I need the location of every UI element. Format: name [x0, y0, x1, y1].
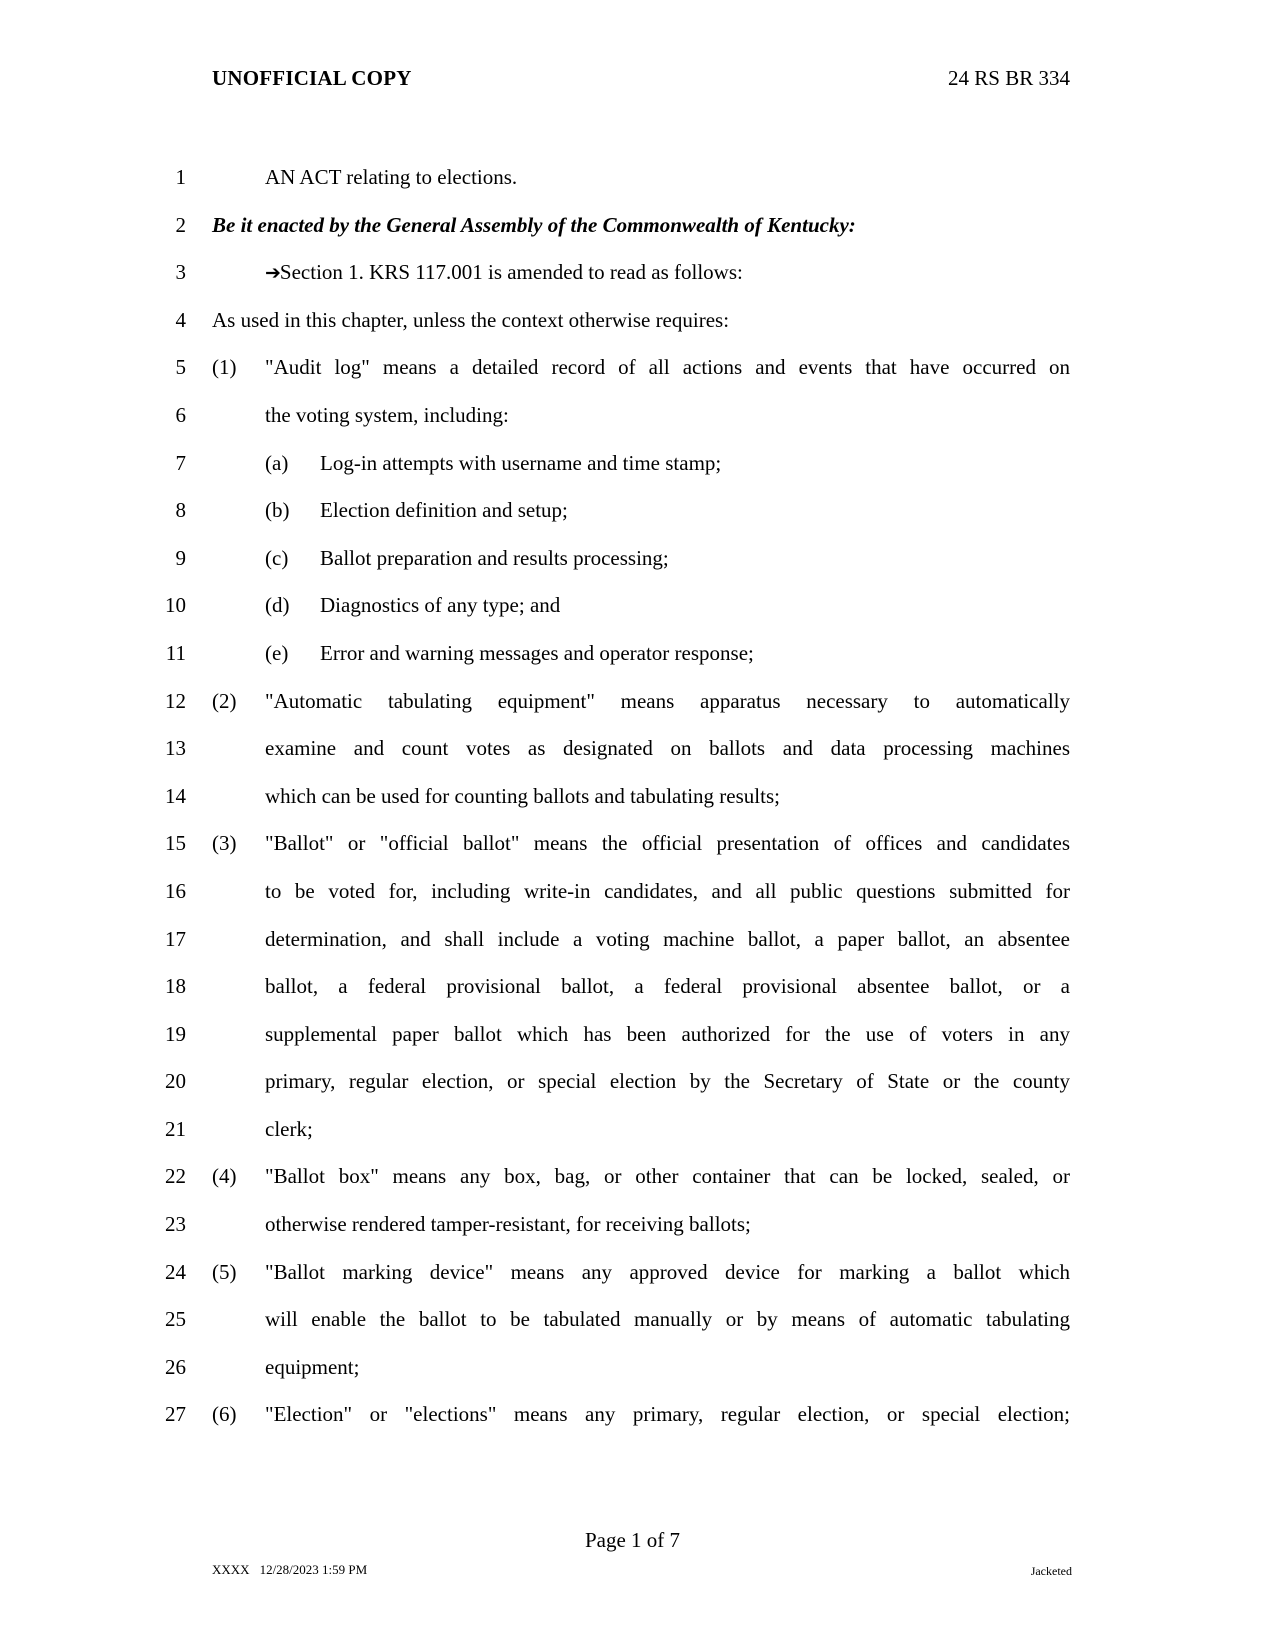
bill-line [0, 1395, 1265, 1443]
line-text: "Election" or "elections" means any primary, regular election, or special election; [265, 1402, 1070, 1427]
bill-line [0, 1205, 1265, 1253]
line-number: 4 [175, 307, 186, 332]
subparagraph-marker: (c) [265, 545, 289, 570]
subparagraph-marker: (a) [265, 450, 289, 475]
line-number: 25 [165, 1307, 186, 1332]
page-footer [0, 1508, 1265, 1638]
line-number: 26 [165, 1354, 186, 1379]
line-number: 3 [175, 260, 186, 285]
footer-stamp [212, 1562, 367, 1578]
line-number: 14 [165, 783, 186, 808]
line-text: "Audit log" means a detailed record of all actions and events that have occurred on [265, 355, 1070, 380]
line-text: "Ballot box" means any box, bag, or other container that can be locked, sealed, or [265, 1164, 1070, 1189]
line-number: 7 [175, 450, 186, 475]
line-number: 8 [175, 498, 186, 523]
line-number: 16 [165, 878, 186, 903]
line-text: "Automatic tabulating equipment" means apparatus necessary to automatically [265, 688, 1070, 713]
line-text: "Ballot" or "official ballot" means the official presentation of offices and candidates [265, 831, 1070, 856]
line-text: supplemental paper ballot which has been authorized for the use of voters in any [265, 1021, 1070, 1046]
line-number: 17 [165, 926, 186, 951]
bill-line [0, 444, 1265, 492]
bill-line [0, 1110, 1265, 1158]
line-number: 11 [165, 640, 186, 665]
line-number: 9 [175, 545, 186, 570]
line-text: Log-in attempts with username and time stamp; [320, 450, 722, 475]
line-number: 27 [165, 1402, 186, 1427]
line-text: will enable the ballot to be tabulated manually or by means of automatic tabulating [265, 1307, 1070, 1332]
paragraph-marker: (4) [212, 1164, 237, 1189]
bill-line [0, 348, 1265, 396]
bill-line [0, 920, 1265, 968]
footer-stamp-id: XXXX [212, 1562, 250, 1577]
subparagraph-marker: (e) [265, 640, 289, 665]
footer-timestamp: 12/28/2023 1:59 PM [259, 1562, 368, 1577]
line-number: 10 [165, 593, 186, 618]
line-number: 13 [165, 736, 186, 761]
line-text: examine and count votes as designated on ballots and data processing machines [265, 736, 1070, 761]
line-number: 23 [165, 1212, 186, 1237]
line-number: 15 [165, 831, 186, 856]
bill-line [0, 158, 1265, 206]
line-text: Be it enacted by the General Assembly of the Commonwealth of Kentucky: [212, 212, 856, 237]
line-number: 1 [175, 165, 186, 189]
line-text: As used in this chapter, unless the context otherwise requires: [212, 307, 730, 332]
bill-line [0, 539, 1265, 587]
line-text: the voting system, including: [265, 402, 509, 427]
paragraph-marker: (3) [212, 831, 237, 856]
line-number: 6 [175, 402, 186, 427]
line-text: Election definition and setup; [320, 498, 568, 523]
bill-line [0, 729, 1265, 777]
bill-line [0, 586, 1265, 634]
bill-line [0, 1348, 1265, 1396]
subparagraph-marker: (d) [265, 593, 290, 618]
section-arrow-icon: ➔ [265, 262, 280, 285]
line-number: 5 [175, 355, 186, 380]
line-text: AN ACT relating to elections. [265, 165, 518, 189]
line-number: 24 [165, 1259, 186, 1284]
bill-line [0, 682, 1265, 730]
bill-line [0, 967, 1265, 1015]
header-unofficial-copy-label: UNOFFICIAL COPY [212, 66, 412, 90]
bill-line [0, 777, 1265, 825]
bill-line [0, 491, 1265, 539]
line-number: 19 [165, 1021, 186, 1046]
line-text-span: Section 1. KRS 117.001 is amended to read as follows: [279, 260, 743, 285]
line-text: determination, and shall include a voting machine ballot, a paper ballot, an absentee [265, 926, 1070, 951]
subparagraph-marker: (b) [265, 498, 290, 523]
bill-line [0, 253, 1265, 301]
bill-line [0, 1253, 1265, 1301]
bill-line [0, 634, 1265, 682]
line-text: to be voted for, including write-in candidates, and all public questions submitted for [265, 878, 1070, 903]
line-number: 20 [165, 1069, 186, 1094]
footer-status-label: Jacketed [1030, 1564, 1072, 1578]
bill-line [0, 396, 1265, 444]
line-text: Diagnostics of any type; and [320, 593, 561, 618]
line-number: 18 [165, 974, 186, 999]
bill-line [0, 872, 1265, 920]
paragraph-marker: (5) [212, 1259, 237, 1284]
footer-page-number: Page 1 of 7 [584, 1528, 681, 1552]
line-text: equipment; [265, 1354, 360, 1379]
paragraph-marker: (1) [212, 355, 237, 380]
line-number: 12 [165, 688, 186, 713]
line-text: Error and warning messages and operator response; [320, 640, 754, 665]
bill-text-body [0, 158, 1265, 1443]
bill-line [0, 1015, 1265, 1063]
line-number: 22 [165, 1164, 186, 1189]
bill-line [0, 1300, 1265, 1348]
line-number: 2 [175, 212, 186, 237]
line-text: which can be used for counting ballots and tabulating results; [265, 783, 780, 808]
line-text: otherwise rendered tamper-resistant, for receiving ballots; [265, 1212, 751, 1237]
bill-line [0, 1062, 1265, 1110]
line-text [212, 257, 1123, 288]
line-text: ballot, a federal provisional ballot, a federal provisional absentee ballot, or a [265, 974, 1070, 999]
paragraph-marker: (6) [212, 1402, 237, 1427]
line-number: 21 [165, 1116, 186, 1141]
line-text: "Ballot marking device" means any approved device for marking a ballot which [265, 1259, 1070, 1284]
paragraph-marker: (2) [212, 688, 237, 713]
bill-line [0, 1157, 1265, 1205]
line-text: Ballot preparation and results processing; [320, 545, 669, 570]
bill-line [0, 301, 1265, 349]
line-text: clerk; [265, 1116, 313, 1141]
header-bill-number: 24 RS BR 334 [948, 66, 1070, 90]
bill-line [0, 824, 1265, 872]
bill-line [0, 206, 1265, 254]
line-text: primary, regular election, or special election by the Secretary of State or the county [265, 1069, 1070, 1094]
page-header [212, 66, 1070, 91]
